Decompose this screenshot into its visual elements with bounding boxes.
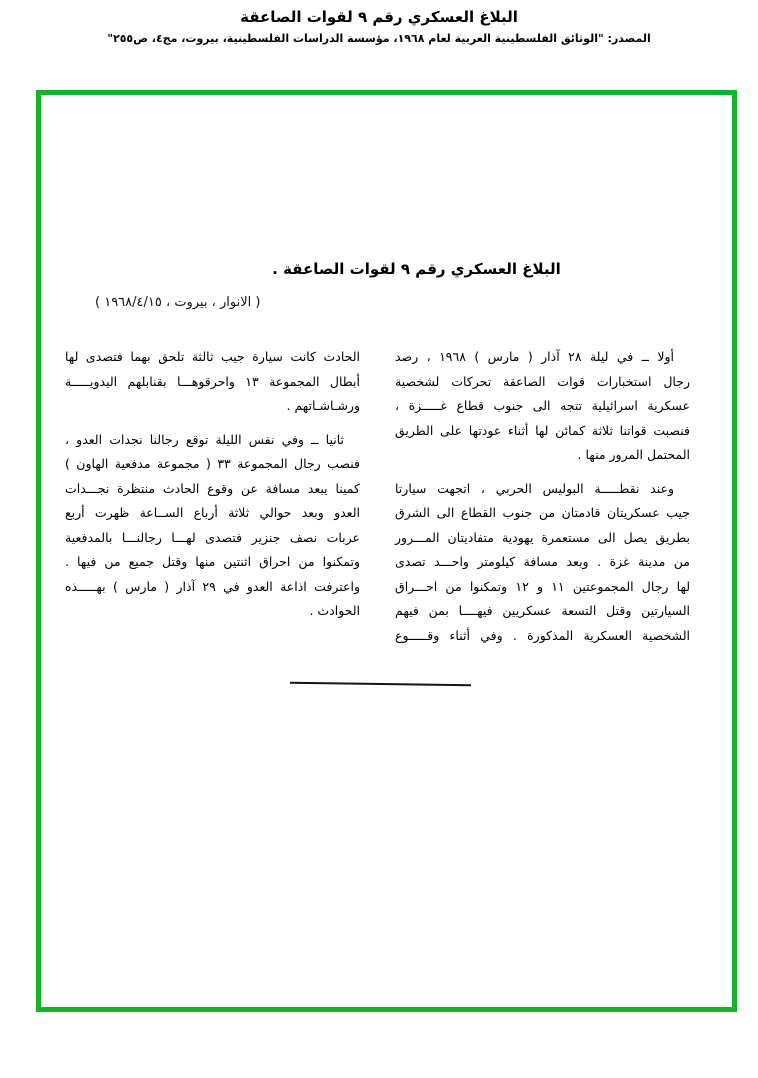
text-line: فنصبت قواتنا ثلاثة كمائن لها أثناء عودتها على الطريق	[395, 422, 690, 438]
paragraph	[65, 345, 360, 419]
text-line: واعترفت اذاعة العدو في ٢٩ آذار ( مارس ) بهـــــذه	[65, 578, 360, 594]
text-line: المحتمل المرور منها .	[577, 447, 690, 462]
text-line: العدو وبعد حوالي ثلاثة أرباع الســاعة ظهرت أربع	[65, 505, 360, 520]
text-line: ثانيا ــ وفي نفس الليلة توقع رجالنا نجدات العدو ،	[65, 431, 344, 447]
text-line: الحادث كانت سيارة جيب ثالثة تلحق بهما فتصدى لها	[65, 349, 360, 364]
text-line: السيارتين وقتل التسعة عسكريين فيهــــا بمن فيهم	[395, 603, 690, 618]
text-line: وعند نقطـــــة البوليس الحربي ، اتجهت سيارتا	[395, 480, 674, 496]
document-frame	[36, 90, 737, 1012]
text-line: ورشـاشـاتهم .	[286, 398, 360, 413]
text-line: كمينا يبعد مسافة عن وقوع الحادث منتظرة نجـــدات	[65, 480, 360, 496]
text-line: جيب عسكريتان قادمتان من جنوب القطاع الى الشرق	[395, 505, 690, 520]
text-line: أولا ــ في ليلة ٢٨ آذار ( مارس ) ١٩٦٨ ، رصد	[395, 349, 674, 364]
text-line: عربات نصف جنزير فتصدى لهـــا رجالنـــا بالمدفعية	[65, 529, 360, 545]
document-title: البلاغ العسكري رقم ٩ لقوات الصاعقة .	[272, 260, 561, 278]
text-line: الحوادث .	[309, 603, 360, 618]
text-line: وتمكنوا من احراق اثنتين منها وقتل جميع من فيها .	[65, 554, 360, 569]
footnote-divider-line	[290, 682, 471, 687]
text-line: من مدينة غزة . وبعد مسافة كيلومتر واحـــد تصدى	[395, 554, 690, 569]
paragraph	[65, 428, 360, 624]
paragraph	[395, 345, 690, 468]
source-citation: المصدر: "الوثائق الفلسطينية العربية لعام ١٩٦٨، مؤسسة الدراسات الفلسطينية، بيروت، مج٤، ص٢٥٥"	[107, 32, 651, 45]
column-left	[65, 345, 360, 657]
text-line: رجال استخبارات قوات الصاعقة تحركات لشخصية	[395, 373, 690, 389]
text-line: فنصب رجال المجموعة ٣٣ ( مجموعة مدفعية الهاون )	[65, 456, 360, 471]
document-body	[65, 345, 690, 657]
column-right	[395, 345, 690, 657]
page-header	[0, 4, 758, 45]
text-line: بطريق يصل الى مستعمرة يهودية متفاديتان المـــرور	[395, 529, 690, 545]
document-subtitle: ( الانوار ، بيروت ، ١٩٦٨/٤/١٥ )	[95, 295, 261, 310]
text-line: أبطال المجموعة ١٣ واحرقوهـــا بقنابلهم اليدويـــــة	[65, 373, 360, 389]
text-line: الشخصية العسكرية المذكورة . وفي أثناء وقـــــوع	[395, 627, 690, 643]
page-title: البلاغ العسكري رقم ٩ لقوات الصاعقة	[240, 8, 518, 26]
text-line: عسكرية اسرائيلية تتجه الى جنوب قطاع غـــــزة ،	[395, 398, 690, 413]
paragraph	[395, 477, 690, 649]
text-line: لها رجال المجموعتين ١١ و ١٢ وتمكنوا من احـــراق	[395, 578, 691, 594]
